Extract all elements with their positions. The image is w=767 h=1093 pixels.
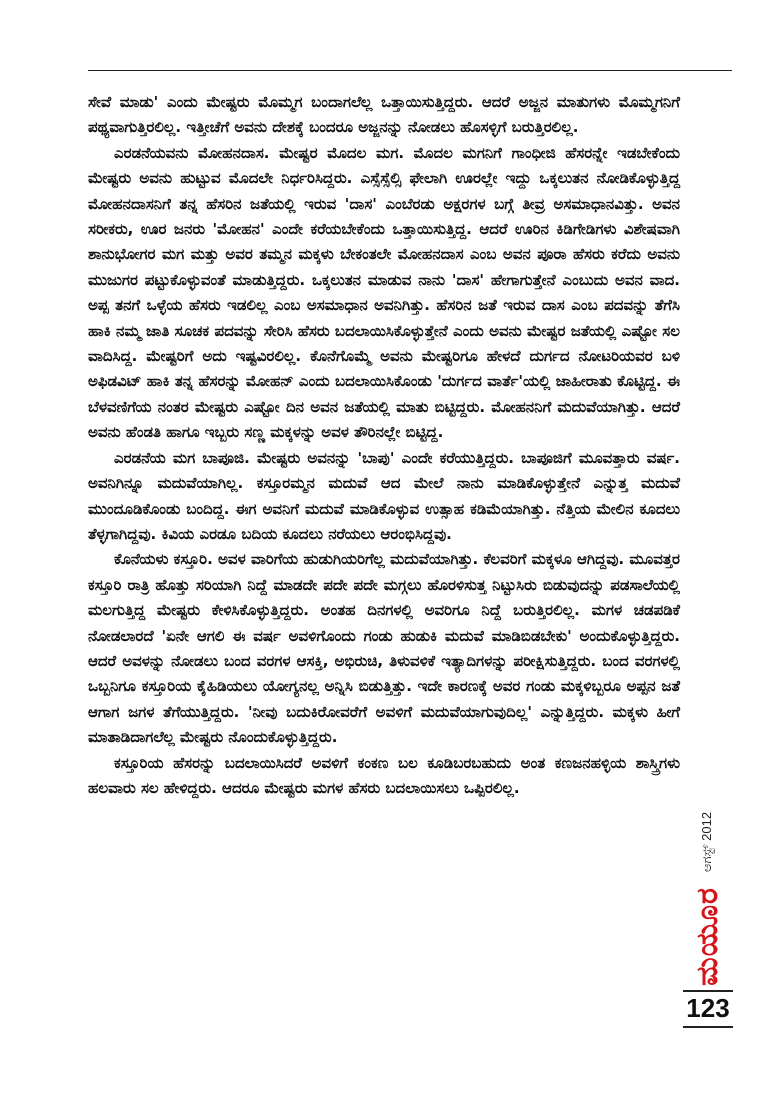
paragraph-4: ಕೊನೆಯಳು ಕಸ್ತೂರಿ. ಅವಳ ವಾರಿಗೆಯ ಹುಡುಗಿಯರಿಗೆಲ್ಲ ಮದುವೆಯಾಗಿತ್ತು. ಕೆಲವರಿಗೆ ಮಕ್ಕಳೂ ಆಗಿದ್ದವು. ಮೂವತ್ತರ ಕಸ್ತೂರಿ ರಾತ್ರಿ ಹೊತ್ತು ಸರಿಯಾಗಿ ನಿದ್ದೆ ಮಾಡದೇ ಪದೇ ಪದೇ ಮಗ್ಗಲು ಹೊರಳಿಸುತ್ತ ನಿಟ್ಟುಸಿರು ಬಿಡುವುದನ್ನು ಪಡಸಾಲೆಯಲ್ಲಿ ಮಲಗುತ್ತಿದ್ದ ಮೇಷ್ಟರು ಕೇಳಿಸಿಕೊಳ್ಳುತ್ತಿದ್ದರು. ಅಂತಹ ದಿನಗಳಲ್ಲಿ ಅವರಿಗೂ ನಿದ್ದೆ ಬರುತ್ತಿರಲಿಲ್ಲ. ಮಗಳ ಚಡಪಡಿಕೆ ನೋಡಲಾರದೆ 'ಏನೇ ಆಗಲಿ ಈ ವರ್ಷ ಅವಳಿಗೊಂದು ಗಂಡು ಹುಡುಕಿ ಮದುವೆ ಮಾಡಿಬಿಡಬೇಕು' ಅಂದುಕೊಳ್ಳುತ್ತಿದ್ದರು. ಆದರೆ ಅವಳನ್ನು ನೋಡಲು ಬಂದ ವರಗಳ ಆಸಕ್ತಿ, ಅಭಿರುಚಿ, ತಿಳುವಳಿಕೆ ಇತ್ಯಾದಿಗಳನ್ನು ಪರೀಕ್ಷಿಸುತ್ತಿದ್ದರು. ಬಂದ ವರಗಳಲ್ಲಿ ಒಬ್ಬನಿಗೂ ಕಸ್ತೂರಿಯ ಕೈಹಿಡಿಯಲು ಯೋಗ್ಯನಲ್ಲ ಅನ್ನಿಸಿ ಬಿಡುತ್ತಿತ್ತು. ಇದೇ ಕಾರಣಕ್ಕೆ ಅವರ ಗಂಡು ಮಕ್ಕಳಿಬ್ಬರೂ ಅಪ್ಪನ ಜತೆ ಆಗಾಗ ಜಗಳ ತೆಗೆಯುತ್ತಿದ್ದರು. 'ನೀವು ಬದುಕಿರೋವರೆಗೆ ಅವಳಿಗೆ ಮದುವೆಯಾಗುವುದಿಲ್ಲ' ಎನ್ನುತ್ತಿದ್ದರು. ಮಕ್ಕಳು ಹೀಗೆ ಮಾತಾಡಿದಾಗಲೆಲ್ಲ ಮೇಷ್ಟರು ನೊಂದುಕೊಳ್ಳುತ್ತಿದ್ದರು. <box>88 550 680 747</box>
magazine-logo <box>683 886 731 986</box>
magazine-sidebar <box>683 800 731 988</box>
page-number: 123 <box>686 993 730 1023</box>
issue-date-text: ಆಗಸ್ಟ್ 2012 <box>699 811 715 873</box>
page-number-top-rule <box>683 990 733 992</box>
paragraph-3: ಎರಡನೆಯ ಮಗ ಬಾಪೂಜಿ. ಮೇಷ್ಟರು ಅವನನ್ನು 'ಬಾಪು' ಎಂದೇ ಕರೆಯುತ್ತಿದ್ದರು. ಬಾಪೂಜಿಗೆ ಮೂವತ್ತಾರು ವರ್ಷ. ಅವನಿಗಿನ್ನೂ ಮದುವೆಯಾಗಿಲ್ಲ. ಕಸ್ತೂರಮ್ಮನ ಮದುವೆ ಆದ ಮೇಲೆ ನಾನು ಮಾಡಿಕೊಳ್ಳುತ್ತೇನೆ ಎನ್ನುತ್ತ ಮದುವೆ ಮುಂದೂಡಿಕೊಂಡು ಬಂದಿದ್ದ. ಈಗ ಅವನಿಗೆ ಮದುವೆ ಮಾಡಿಕೊಳ್ಳುವ ಉತ್ಸಾಹ ಕಡಿಮೆಯಾಗಿತ್ತು. ನೆತ್ತಿಯ ಮೇಲಿನ ಕೂದಲು ತೆಳ್ಳಗಾಗಿದ್ದವು. ಕಿವಿಯ ಎರಡೂ ಬದಿಯ ಕೂದಲು ನರೆಯಲು ಆರಂಭಿಸಿದ್ದವು. <box>88 448 680 543</box>
page-number-bottom-rule <box>683 1026 733 1028</box>
paragraph-2: ಎರಡನೆಯವನು ಮೋಹನದಾಸ. ಮೇಷ್ಟರ ಮೊದಲ ಮಗ. ಮೊದಲ ಮಗನಿಗೆ ಗಾಂಧೀಜಿ ಹೆಸರನ್ನೇ ಇಡಬೇಕೆಂದು ಮೇಷ್ಟರು ಅವನು ಹುಟ್ಟುವ ಮೊದಲೇ ನಿರ್ಧರಿಸಿದ್ದರು. ಎಸ್ಸೆಸ್ಸೆಲ್ಸಿ ಫೇಲಾಗಿ ಊರಲ್ಲೇ ಇದ್ದು ಒಕ್ಕಲುತನ ನೋಡಿಕೊಳ್ಳುತ್ತಿದ್ದ ಮೋಹನದಾಸನಿಗೆ ತನ್ನ ಹೆಸರಿನ ಜತೆಯಲ್ಲಿ ಇರುವ 'ದಾಸ' ಎಂಬೆರಡು ಅಕ್ಷರಗಳ ಬಗ್ಗೆ ತೀವ್ರ ಅಸಮಾಧಾನವಿತ್ತು. ಅವನ ಸರೀಕರು, ಊರ ಜನರು 'ಮೋಹನ' ಎಂದೇ ಕರೆಯಬೇಕೆಂದು ಒತ್ತಾಯಿಸುತ್ತಿದ್ದ. ಆದರೆ ಊರಿನ ಕಿಡಿಗೇಡಿಗಳು ವಿಶೇಷವಾಗಿ ಶಾನುಭೋಗರ ಮಗ ಮತ್ತು ಅವರ ತಮ್ಮನ ಮಕ್ಕಳು ಬೇಕಂತಲೇ ಮೋಹನದಾಸ ಎಂಬ ಅವನ ಪೂರಾ ಹೆಸರು ಕರೆದು ಅವನು ಮುಜುಗರ ಪಟ್ಟುಕೊಳ್ಳುವಂತೆ ಮಾಡುತ್ತಿದ್ದರು. ಒಕ್ಕಲುತನ ಮಾಡುವ ನಾನು 'ದಾಸ' ಹೇಗಾಗುತ್ತೇನೆ ಎಂಬುದು ಅವನ ವಾದ. ಅಪ್ಪ ತನಗೆ ಒಳ್ಳೆಯ ಹೆಸರು ಇಡಲಿಲ್ಲ ಎಂಬ ಅಸಮಾಧಾನ ಅವನಿಗಿತ್ತು. ಹೆಸರಿನ ಜತೆ ಇರುವ ದಾಸ ಎಂಬ ಪದವನ್ನು ತೆಗೆಸಿ ಹಾಕಿ ನಮ್ಮ ಜಾತಿ ಸೂಚಕ ಪದವನ್ನು ಸೇರಿಸಿ ಹೆಸರು ಬದಲಾಯಿಸಿಕೊಳ್ಳುತ್ತೇನೆ ಎಂದು ಅವನು ಮೇಷ್ಟರ ಜತೆಯಲ್ಲಿ ಎಷ್ಟೋ ಸಲ ವಾದಿಸಿದ್ದ. ಮೇಷ್ಟರಿಗೆ ಅದು ಇಷ್ಟವಿರಲಿಲ್ಲ. ಕೊನೆಗೊಮ್ಮೆ ಅವನು ಮೇಷ್ಟರಿಗೂ ಹೇಳದೆ ದುರ್ಗದ ನೋಟರಿಯವರ ಬಳಿ ಅಫಿಡವಿಟ್ ಹಾಕಿ ತನ್ನ ಹೆಸರನ್ನು ಮೋಹನ್ ಎಂದು ಬದಲಾಯಿಸಿಕೊಂಡು 'ದುರ್ಗದ ವಾರ್ತೆ'ಯಲ್ಲಿ ಜಾಹೀರಾತು ಕೊಟ್ಟಿದ್ದ. ಈ ಬೆಳವಣಿಗೆಯ ನಂತರ ಮೇಷ್ಟರು ಎಷ್ಟೋ ದಿನ ಅವನ ಜತೆಯಲ್ಲಿ ಮಾತು ಬಿಟ್ಟಿದ್ದರು. ಮೋಹನನಿಗೆ ಮದುವೆಯಾಗಿತ್ತು. ಆದರೆ ಅವನು ಹೆಂಡತಿ ಹಾಗೂ ಇಬ್ಬರು ಸಣ್ಣ ಮಕ್ಕಳನ್ನು ಅವಳ ತೌರಿನಲ್ಲೇ ಬಿಟ್ಟಿದ್ದ. <box>88 143 680 442</box>
article-body <box>88 90 680 801</box>
magazine-logo-text: ಮಯೂರ <box>689 886 725 986</box>
paragraph-5: ಕಸ್ತೂರಿಯ ಹೆಸರನ್ನು ಬದಲಾಯಿಸಿದರೆ ಅವಳಿಗೆ ಕಂಕಣ ಬಲ ಕೂಡಿಬರಬಹುದು ಅಂತ ಕಣಜನಹಳ್ಳಿಯ ಶಾಸ್ತ್ರಿಗಳು ಹಲವಾರು ಸಲ ಹೇಳಿದ್ದರು. ಆದರೂ ಮೇಷ್ಟರು ಮಗಳ ಹೆಸರು ಬದಲಾಯಿಸಲು ಒಪ್ಪಿರಲಿಲ್ಲ. <box>88 753 680 797</box>
issue-date <box>683 800 731 884</box>
top-rule <box>88 70 732 71</box>
paragraph-1: ಸೇವೆ ಮಾಡು' ಎಂದು ಮೇಷ್ಟರು ಮೊಮ್ಮಗ ಬಂದಾಗಲೆಲ್ಲ ಒತ್ತಾಯಿಸುತ್ತಿದ್ದರು. ಆದರೆ ಅಜ್ಜನ ಮಾತುಗಳು ಮೊಮ್ಮಗನಿಗೆ ಪಥ್ಯವಾಗುತ್ತಿರಲಿಲ್ಲ. ಇತ್ತೀಚೆಗೆ ಅವನು ದೇಶಕ್ಕೆ ಬಂದರೂ ಅಜ್ಜನನ್ನು ನೋಡಲು ಹೊಸಳ್ಳಿಗೆ ಬರುತ್ತಿರಲಿಲ್ಲ. <box>88 93 680 137</box>
